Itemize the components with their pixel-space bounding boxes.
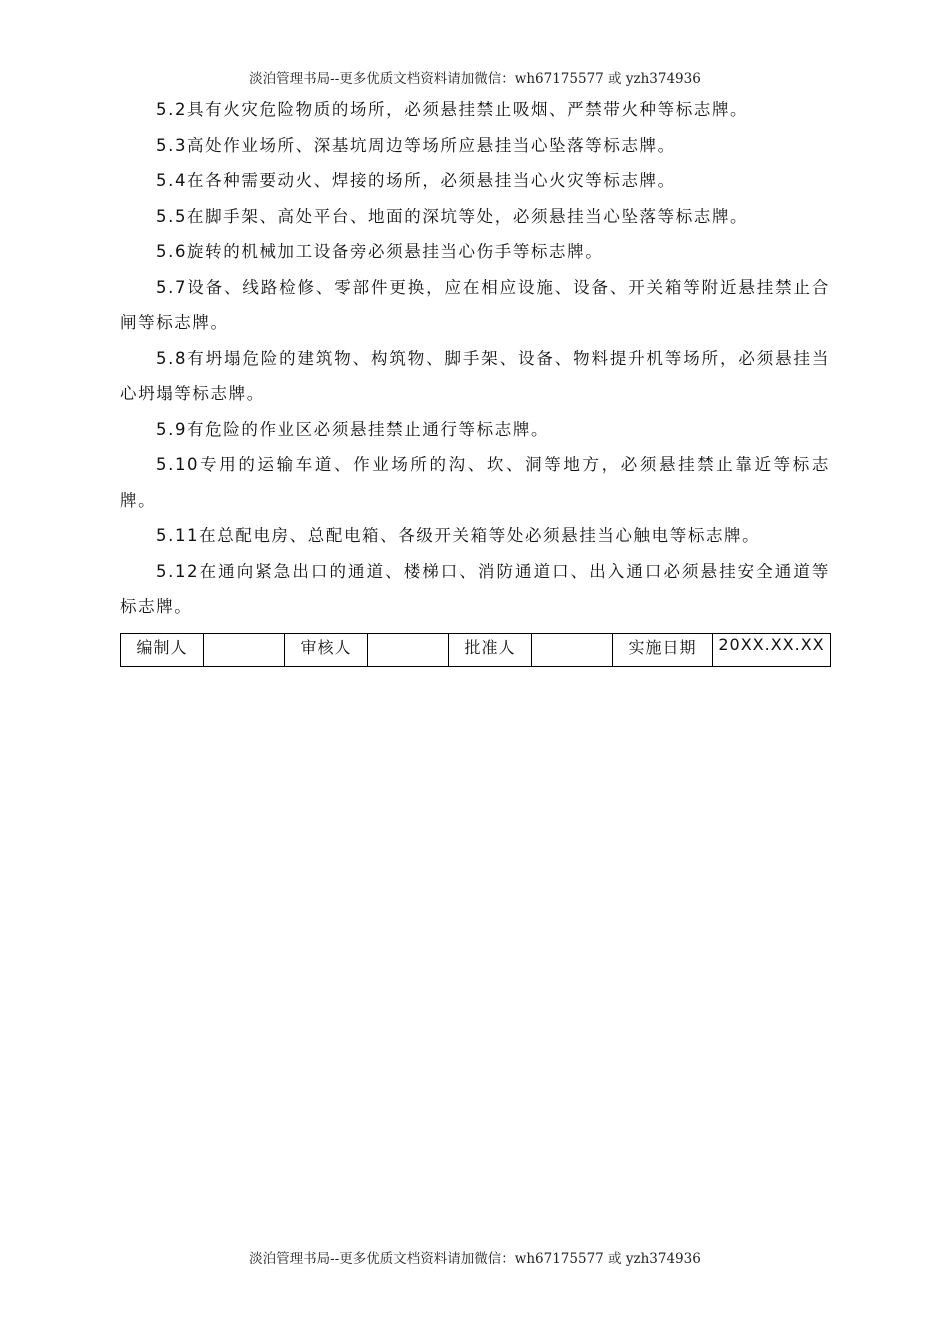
paragraph-5-5: 5.5在脚手架、高处平台、地面的深坑等处，必须悬挂当心坠落等标志牌。 xyxy=(156,206,749,226)
prepared-by-label: 编制人 xyxy=(121,634,204,667)
document-body xyxy=(120,92,830,625)
paragraph-5-7: 5.7设备、线路检修、零部件更换，应在相应设施、设备、开关箱等附近悬挂禁止合闸等标志牌。 xyxy=(120,277,830,332)
paragraph-5-4: 5.4在各种需要动火、焊接的场所，必须悬挂当心火灾等标志牌。 xyxy=(156,171,676,190)
prepared-by-value xyxy=(204,634,285,667)
paragraph-5-12: 5.12在通向紧急出口的通道、楼梯口、消防通道口、出入通口必须悬挂安全通道等标志牌。 xyxy=(120,561,830,616)
page-footer: 淡泊管理书局--更多优质文档资料请加微信：wh67175577 或 yzh374936 xyxy=(249,1251,701,1267)
approved-by-label: 批准人 xyxy=(449,634,532,667)
effective-date-value: 20XX.XX.XX xyxy=(713,634,831,667)
effective-date-label: 实施日期 xyxy=(613,634,713,667)
approved-by-value xyxy=(532,634,613,667)
paragraph-5-3: 5.3高处作业场所、深基坑周边等场所应悬挂当心坠落等标志牌。 xyxy=(156,135,676,155)
reviewed-by-label: 审核人 xyxy=(285,634,368,667)
reviewed-by-value xyxy=(368,634,449,667)
signature-table xyxy=(120,633,831,667)
paragraph-5-2: 5.2具有火灾危险物质的场所，必须悬挂禁止吸烟、严禁带火种等标志牌。 xyxy=(156,100,749,119)
paragraph-5-8: 5.8有坍塌危险的建筑物、构筑物、脚手架、设备、物料提升机等场所，必须悬挂当心坍塌等标志牌。 xyxy=(120,348,830,403)
paragraph-5-6: 5.6旋转的机械加工设备旁必须悬挂当心伤手等标志牌。 xyxy=(156,242,604,261)
signature-row xyxy=(121,634,831,667)
paragraph-5-9: 5.9有危险的作业区必须悬挂禁止通行等标志牌。 xyxy=(156,419,550,439)
paragraph-5-11: 5.11在总配电房、总配电箱、各级开关箱等处必须悬挂当心触电等标志牌。 xyxy=(156,526,761,545)
paragraph-5-10: 5.10专用的运输车道、作业场所的沟、坎、洞等地方，必须悬挂禁止靠近等标志牌。 xyxy=(120,455,830,510)
page-header: 淡泊管理书局--更多优质文档资料请加微信：wh67175577 或 yzh374936 xyxy=(249,71,701,87)
